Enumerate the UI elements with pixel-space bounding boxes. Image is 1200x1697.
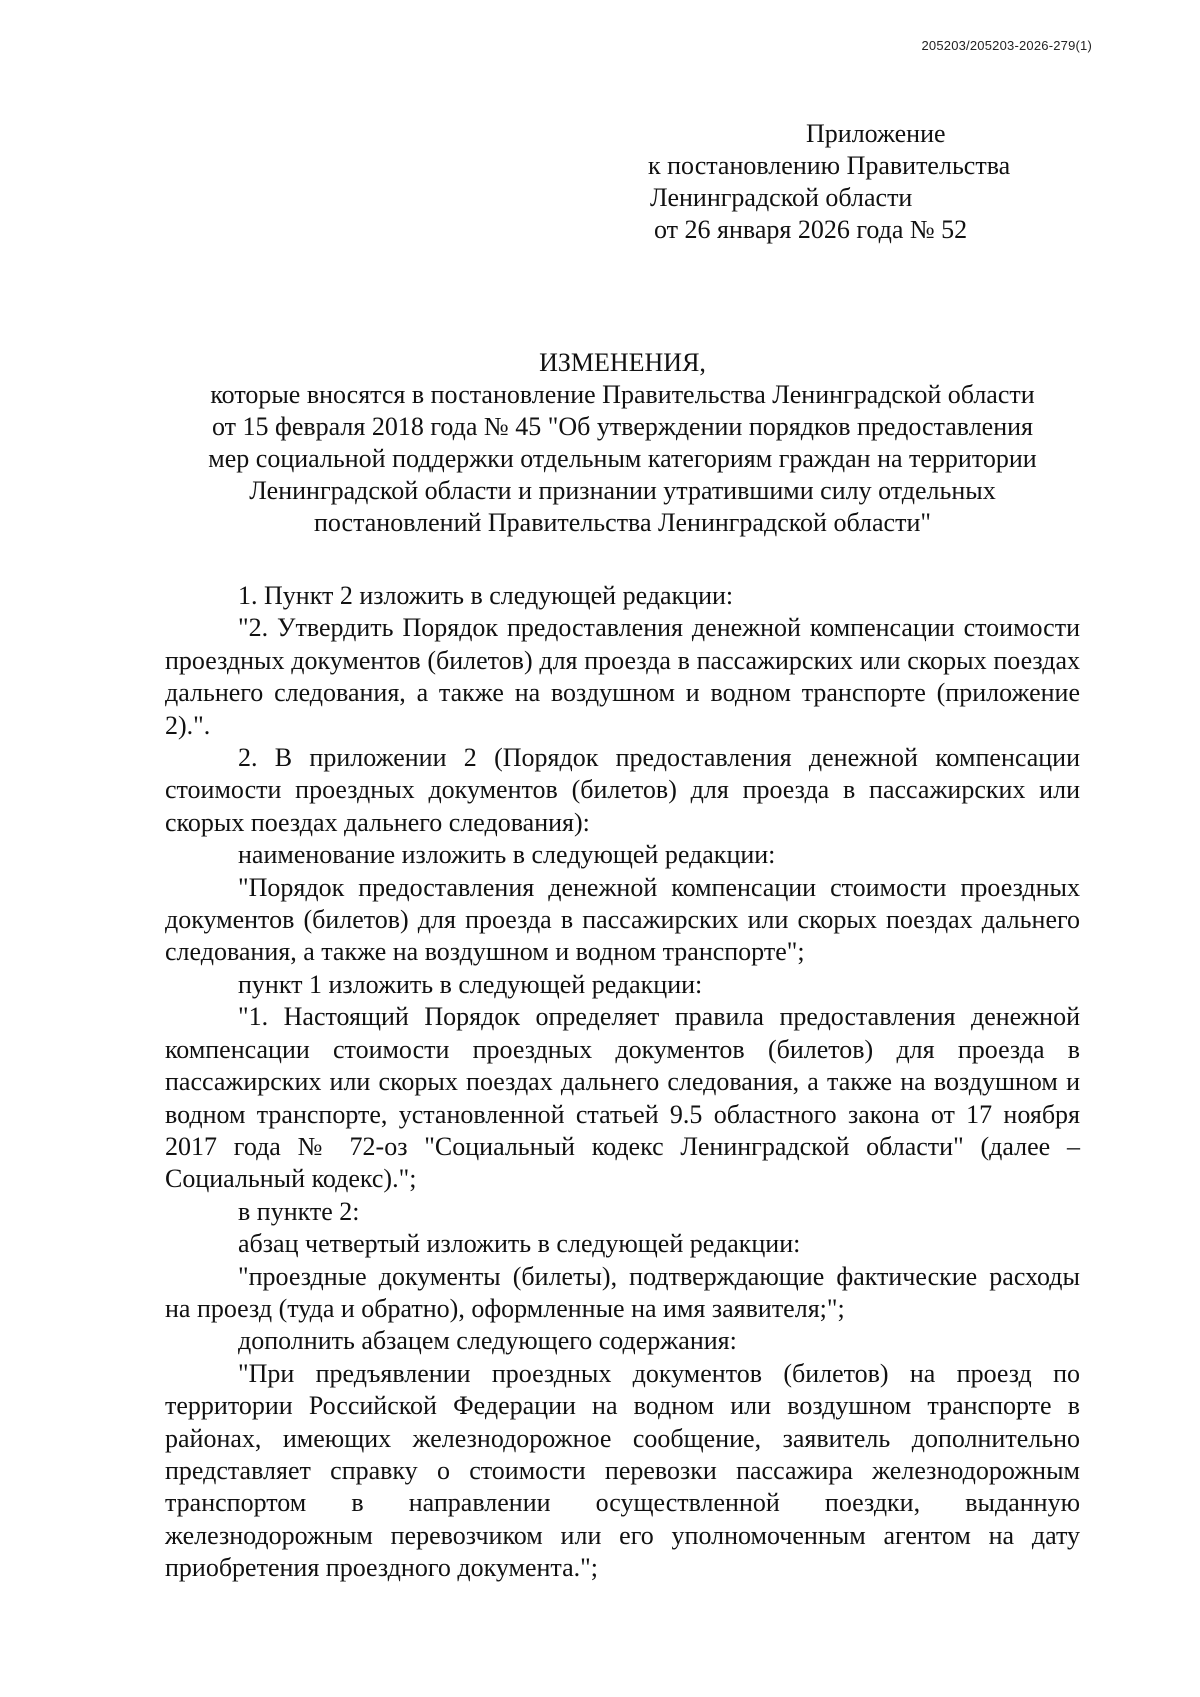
appendix-block (648, 118, 1010, 246)
appendix-line: к постановлению Правительства (648, 151, 1011, 180)
paragraph: наименование изложить в следующей редакции: (238, 840, 776, 870)
paragraph: пункт 1 изложить в следующей редакции: (238, 969, 703, 999)
heading-line: от 15 февраля 2018 года № 45 "Об утверждении порядков предоставления (211, 412, 1034, 441)
paragraph: "проездные документы (билеты), подтверждающие фактические расходы на проезд (туда и обратно), оформленные на имя заявителя;"; (165, 1261, 1080, 1323)
heading-line: которые вносятся в постановление Правительства Ленинградской области (210, 380, 1035, 409)
appendix-line: от 26 января 2026 года № 52 (654, 215, 968, 244)
document-body (165, 580, 1080, 1585)
heading-line: постановлений Правительства Ленинградской области" (313, 508, 931, 537)
heading-line: Ленинградской области и признании утратившими силу отдельных (249, 476, 996, 505)
paragraph: абзац четвертый изложить в следующей редакции: (238, 1229, 801, 1259)
paragraph: "2. Утвердить Порядок предоставления денежной компенсации стоимости проездных документов (билетов) для проезда в пассажирских или скорых поездах дальнего следования, а также на воздушном и водном транспорте (приложение 2).". (165, 613, 1080, 740)
appendix-line: Ленинградской области (650, 183, 913, 212)
paragraph: 2. В приложении 2 (Порядок предоставления денежной компенсации стоимости проездных документов (билетов) для проезда в пассажирских или скорых поездах дальнего следования): (165, 743, 1080, 837)
appendix-title: Приложение (806, 119, 946, 148)
paragraph: "Порядок предоставления денежной компенсации стоимости проездных документов (билетов) для проезда в пассажирских или скорых поездах дальнего следования, а также на воздушном и водном транспорте"; (165, 872, 1080, 967)
document-id: 205203/205203-2026-279(1) (921, 38, 1092, 53)
heading-title: ИЗМЕНЕНИЯ, (539, 348, 706, 377)
paragraph: "При предъявлении проездных документов (билетов) на проезд по территории Российской Федерации на водном или воздушном транспорте в районах, имеющих железнодорожное сообщение, заявитель дополнительно представляет справку о стоимости перевозки пассажира железнодорожным транспортом в направлении осуществленной поездки, выданную железнодорожным перевозчиком или его уполномоченным агентом на дату приобретения проездного документа."; (165, 1358, 1080, 1583)
paragraph: в пункте 2: (238, 1196, 360, 1226)
paragraph: дополнить абзацем следующего содержания: (238, 1326, 737, 1356)
paragraph: "1. Настоящий Порядок определяет правила предоставления денежной компенсации стоимости проездных документов (билетов) для проезда в пассажирских или скорых поездах дальнего следования, а также на воздушном и водном транспорте, установленной статьей 9.5 областного закона от 17 ноября 2017 года № 72-оз "Социальный кодекс Ленинградской области" (далее – Социальный кодекс)."; (165, 1002, 1080, 1194)
document-heading (165, 347, 1080, 539)
heading-line: мер социальной поддержки отдельным категориям граждан на территории (208, 444, 1037, 473)
paragraph: 1. Пункт 2 изложить в следующей редакции: (238, 581, 734, 610)
